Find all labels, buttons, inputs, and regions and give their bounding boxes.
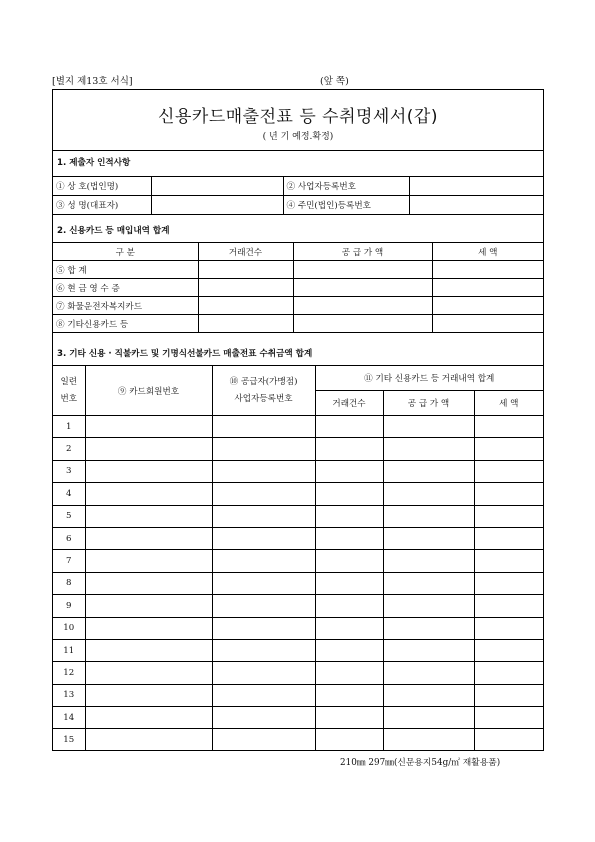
row-number: 7: [53, 550, 85, 572]
purchase-summary-table: [53, 242, 543, 333]
tax-field[interactable]: [474, 483, 543, 505]
supply-field[interactable]: [383, 416, 474, 438]
supplier-reg-no-field[interactable]: [212, 527, 315, 549]
count-field[interactable]: [315, 438, 383, 460]
supplier-reg-no-field[interactable]: [212, 729, 315, 751]
label-representative: ③ 성 명(대표자): [53, 196, 151, 215]
count-field[interactable]: [315, 707, 383, 729]
supply-field[interactable]: [383, 483, 474, 505]
card-number-field[interactable]: [85, 550, 212, 572]
business-reg-no-field[interactable]: [409, 177, 543, 196]
form-frame: [52, 89, 544, 751]
row-number: 3: [53, 460, 85, 482]
card-number-field[interactable]: [85, 572, 212, 594]
table-row: [53, 438, 543, 460]
card-number-field[interactable]: [85, 416, 212, 438]
row-number: 12: [53, 662, 85, 684]
table-row: [53, 729, 543, 751]
supply-field[interactable]: [383, 550, 474, 572]
table-row: [53, 460, 543, 482]
header-tax: 세 액: [432, 243, 543, 261]
tax-field[interactable]: [474, 729, 543, 751]
paper-spec-footer: 210㎜ 297㎜(신문용지54g/㎡ 재활용품): [340, 758, 501, 768]
label-business-reg-no: ② 사업자등록번호: [283, 177, 409, 196]
table-row: [53, 639, 543, 661]
supply-field[interactable]: [383, 617, 474, 639]
row-number: 5: [53, 505, 85, 527]
row-number: 15: [53, 729, 85, 751]
supplier-reg-no-field[interactable]: [212, 639, 315, 661]
tax-field[interactable]: [474, 684, 543, 706]
header-card-number: ⑨ 카드회원번호: [85, 366, 212, 416]
supplier-reg-no-field[interactable]: [212, 438, 315, 460]
count-field[interactable]: [315, 550, 383, 572]
card-number-field[interactable]: [85, 483, 212, 505]
supplier-reg-no-field[interactable]: [212, 572, 315, 594]
supplier-reg-no-field[interactable]: [212, 505, 315, 527]
row-number: 1: [53, 416, 85, 438]
supplier-reg-no-field[interactable]: [212, 460, 315, 482]
row-number: 2: [53, 438, 85, 460]
card-number-field[interactable]: [85, 707, 212, 729]
count-field[interactable]: [198, 279, 293, 297]
tax-field[interactable]: [432, 279, 543, 297]
count-field[interactable]: [198, 261, 293, 279]
purchase-row-cash-receipt: [53, 279, 543, 297]
form-subtitle: ( 년 기 예정.확정): [262, 132, 334, 142]
row-number: 4: [53, 483, 85, 505]
subheader-supply-value: 공 급 가 액: [383, 391, 474, 416]
count-field[interactable]: [315, 527, 383, 549]
supply-field[interactable]: [383, 438, 474, 460]
table-row: [53, 684, 543, 706]
header-category: 구 분: [53, 243, 198, 261]
count-field[interactable]: [315, 684, 383, 706]
supply-field[interactable]: [383, 572, 474, 594]
table-row: [53, 527, 543, 549]
tax-field[interactable]: [474, 662, 543, 684]
tax-field[interactable]: [474, 639, 543, 661]
header-other-cards-total: ⑪ 기타 신용카드 등 거래내역 합계: [315, 366, 543, 391]
row-number: 13: [53, 684, 85, 706]
count-field[interactable]: [315, 572, 383, 594]
page-side-label: (앞 쪽): [320, 76, 349, 87]
card-number-field[interactable]: [85, 729, 212, 751]
row-number: 8: [53, 572, 85, 594]
label-business-name: ① 상 호(법인명): [53, 177, 151, 196]
supplier-reg-no-field[interactable]: [212, 550, 315, 572]
business-name-field[interactable]: [151, 177, 283, 196]
supplier-reg-no-field[interactable]: [212, 707, 315, 729]
count-field[interactable]: [315, 483, 383, 505]
table-row: [53, 483, 543, 505]
supply-field[interactable]: [383, 684, 474, 706]
row-number: 10: [53, 617, 85, 639]
table-row: [53, 505, 543, 527]
supply-field[interactable]: [383, 595, 474, 617]
card-number-field[interactable]: [85, 595, 212, 617]
supply-field[interactable]: [383, 505, 474, 527]
count-field[interactable]: [315, 416, 383, 438]
supply-field[interactable]: [293, 315, 432, 333]
row-label: ⑤ 합 계: [53, 261, 198, 279]
card-number-field[interactable]: [85, 505, 212, 527]
table-row: [53, 662, 543, 684]
tax-field[interactable]: [474, 460, 543, 482]
representative-field[interactable]: [151, 196, 283, 215]
table-row: [53, 707, 543, 729]
count-field[interactable]: [315, 595, 383, 617]
subheader-count: 거래건수: [315, 391, 383, 416]
card-number-field[interactable]: [85, 527, 212, 549]
supply-field[interactable]: [383, 729, 474, 751]
header-serial: 일련 번호: [53, 366, 85, 416]
count-field[interactable]: [315, 617, 383, 639]
table-row: [53, 550, 543, 572]
form-title: 신용카드매출전표 등 수취명세서(갑): [158, 107, 438, 127]
supplier-reg-no-field[interactable]: [212, 617, 315, 639]
supplier-reg-no-field[interactable]: [212, 662, 315, 684]
supply-field[interactable]: [293, 297, 432, 315]
tax-field[interactable]: [474, 438, 543, 460]
submitter-row: [53, 196, 543, 215]
row-label: ⑦ 화물운전자복지카드: [53, 297, 198, 315]
row-number: 6: [53, 527, 85, 549]
table-row: [53, 572, 543, 594]
section1-heading: 1. 제출자 인적사항: [57, 158, 131, 168]
receipt-rows: [53, 416, 543, 752]
receipt-header-row: [53, 366, 543, 391]
header-supply-value: 공 급 가 액: [293, 243, 432, 261]
tax-field[interactable]: [474, 416, 543, 438]
card-number-field[interactable]: [85, 617, 212, 639]
supply-field[interactable]: [383, 707, 474, 729]
tax-field[interactable]: [432, 297, 543, 315]
card-receipt-table: [53, 365, 543, 751]
section3-heading: 3. 기타 신용 · 직불카드 및 기명식선불카드 매출전표 수취금액 합계: [57, 349, 313, 359]
supply-field[interactable]: [383, 662, 474, 684]
purchase-row-driver-card: [53, 297, 543, 315]
count-field[interactable]: [315, 460, 383, 482]
purchase-row-other-cards: [53, 315, 543, 333]
tax-field[interactable]: [432, 315, 543, 333]
label-resident-reg-no: ④ 주민(법인)등록번호: [283, 196, 409, 215]
card-number-field[interactable]: [85, 662, 212, 684]
row-number: 11: [53, 639, 85, 661]
header-supplier-reg-no: ⑩ 공급자(가맹점) 사업자등록번호: [212, 366, 315, 416]
count-field[interactable]: [315, 639, 383, 661]
row-label: ⑧ 기타신용카드 등: [53, 315, 198, 333]
tax-field[interactable]: [474, 505, 543, 527]
tax-field[interactable]: [474, 595, 543, 617]
table-row: [53, 617, 543, 639]
table-row: [53, 595, 543, 617]
card-number-field[interactable]: [85, 460, 212, 482]
count-field[interactable]: [315, 662, 383, 684]
supply-field[interactable]: [383, 639, 474, 661]
section2-heading: 2. 신용카드 등 매입내역 합계: [57, 226, 170, 236]
purchase-row-total: [53, 261, 543, 279]
tax-field[interactable]: [474, 527, 543, 549]
supply-field[interactable]: [293, 261, 432, 279]
tax-field[interactable]: [474, 617, 543, 639]
supply-field[interactable]: [383, 460, 474, 482]
resident-reg-no-field[interactable]: [409, 196, 543, 215]
subheader-tax: 세 액: [474, 391, 543, 416]
supply-field[interactable]: [383, 527, 474, 549]
supply-field[interactable]: [293, 279, 432, 297]
header-count: 거래건수: [198, 243, 293, 261]
card-number-field[interactable]: [85, 438, 212, 460]
count-field[interactable]: [198, 315, 293, 333]
card-number-field[interactable]: [85, 639, 212, 661]
divider: [53, 150, 543, 151]
count-field[interactable]: [198, 297, 293, 315]
tax-field[interactable]: [474, 550, 543, 572]
form-number: [별지 제13호 서식]: [52, 76, 133, 87]
row-number: 14: [53, 707, 85, 729]
purchase-header-row: [53, 243, 543, 261]
row-number: 9: [53, 595, 85, 617]
supplier-reg-no-field[interactable]: [212, 416, 315, 438]
count-field[interactable]: [315, 729, 383, 751]
supplier-reg-no-field[interactable]: [212, 684, 315, 706]
supplier-reg-no-field[interactable]: [212, 483, 315, 505]
tax-field[interactable]: [474, 707, 543, 729]
submitter-row: [53, 177, 543, 196]
tax-field[interactable]: [474, 572, 543, 594]
card-number-field[interactable]: [85, 684, 212, 706]
count-field[interactable]: [315, 505, 383, 527]
table-row: [53, 416, 543, 438]
supplier-reg-no-field[interactable]: [212, 595, 315, 617]
submitter-info-table: [53, 176, 543, 215]
tax-field[interactable]: [432, 261, 543, 279]
row-label: ⑥ 현 금 영 수 증: [53, 279, 198, 297]
